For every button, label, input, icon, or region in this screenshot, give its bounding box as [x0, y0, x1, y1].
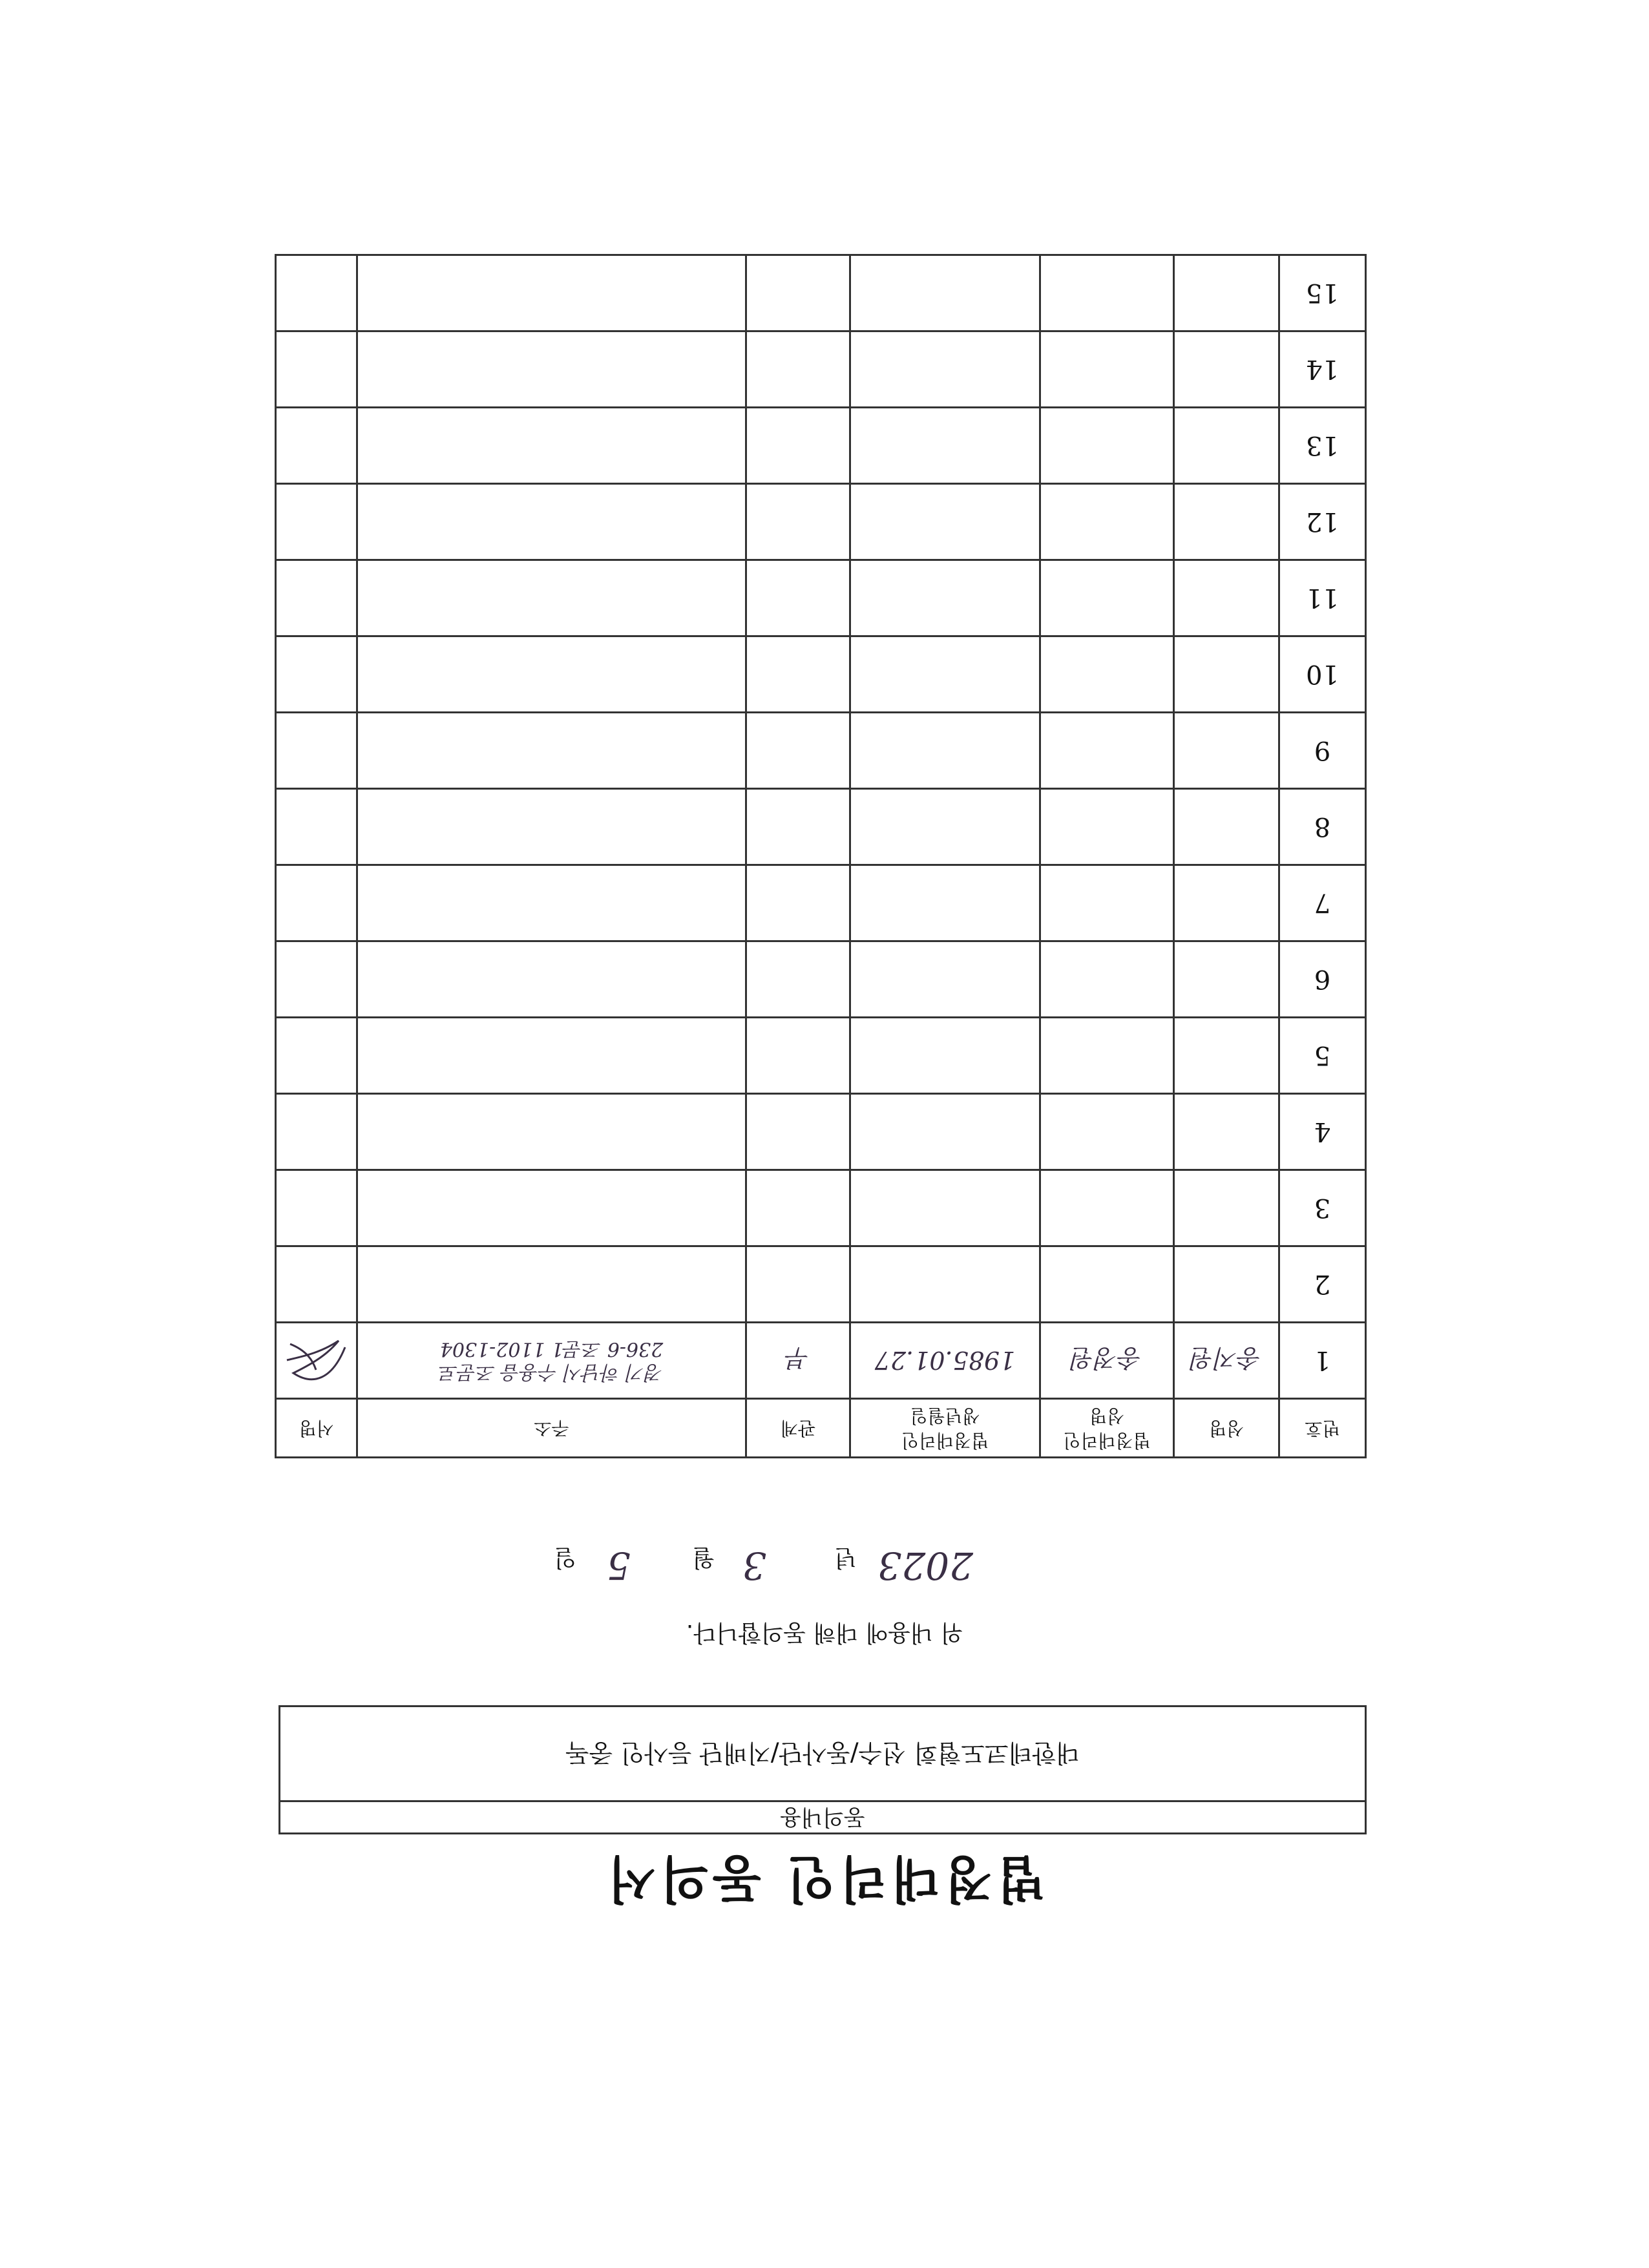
row-address: [357, 560, 746, 636]
row-name: [1174, 408, 1279, 484]
row-signature: [276, 331, 357, 408]
row-number: 8: [1279, 789, 1366, 865]
row-relation: 부: [746, 1323, 850, 1399]
row-signature: [276, 1323, 357, 1399]
row-guardian-birth: 1985.01.27: [850, 1323, 1040, 1399]
row-number: 12: [1279, 484, 1366, 560]
row-number: 4: [1279, 1094, 1366, 1170]
header-address: 주소: [357, 1399, 746, 1458]
row-guardian-birth: [850, 1170, 1040, 1246]
row-relation: [746, 1170, 850, 1246]
row-guardian-birth: [850, 408, 1040, 484]
row-relation: [746, 636, 850, 713]
row-signature: [276, 713, 357, 789]
row-address: [357, 484, 746, 560]
row-guardian-birth: [850, 713, 1040, 789]
table-row: [276, 941, 1366, 1018]
guardian-table: [275, 254, 1367, 1458]
agreement-heading: 동의내용: [280, 1800, 1365, 1832]
row-signature: [276, 865, 357, 941]
row-guardian-birth: [850, 1246, 1040, 1323]
row-guardian-name: [1040, 1170, 1174, 1246]
row-number: 15: [1279, 255, 1366, 331]
row-guardian-name: [1040, 941, 1174, 1018]
row-name: [1174, 560, 1279, 636]
row-signature: [276, 941, 357, 1018]
date-day-label: 일: [554, 1544, 576, 1571]
header-guardian-name-line1: 법정대리인: [1063, 1430, 1151, 1451]
table-row: [276, 560, 1366, 636]
row-guardian-name: [1040, 484, 1174, 560]
row-name: [1174, 1170, 1279, 1246]
row-address-line1: 경기 하남시 수용읍 조문로: [439, 1361, 664, 1384]
row-guardian-birth: [850, 560, 1040, 636]
row-name: [1174, 484, 1279, 560]
row-relation: [746, 941, 850, 1018]
consent-statement: 위 내용에 대해 동의합니다.: [686, 1619, 963, 1646]
row-address: [357, 713, 746, 789]
row-guardian-birth: [850, 789, 1040, 865]
date-year-value: 2023: [877, 1544, 973, 1588]
header-relation: 관계: [746, 1399, 850, 1458]
row-address: [357, 1018, 746, 1094]
row-name: [1174, 865, 1279, 941]
row-guardian-name: [1040, 408, 1174, 484]
table-row: [276, 1094, 1366, 1170]
row-relation: [746, 560, 850, 636]
row-relation: [746, 789, 850, 865]
row-address: [357, 1246, 746, 1323]
row-name: [1174, 255, 1279, 331]
row-guardian-name: [1040, 560, 1174, 636]
row-guardian-birth: [850, 865, 1040, 941]
table-row: [276, 713, 1366, 789]
date-day-value: 5: [607, 1544, 631, 1588]
row-number: 3: [1279, 1170, 1366, 1246]
row-number: 9: [1279, 713, 1366, 789]
row-address: [357, 1323, 746, 1399]
row-name: [1174, 1018, 1279, 1094]
table-row: [276, 331, 1366, 408]
header-guardian-name-line2: 성명: [1089, 1405, 1125, 1427]
header-name: 성명: [1174, 1399, 1279, 1458]
row-number: 5: [1279, 1018, 1366, 1094]
row-guardian-name: [1040, 255, 1174, 331]
date-month-value: 3: [742, 1544, 766, 1588]
row-relation: [746, 713, 850, 789]
row-relation: [746, 484, 850, 560]
agreement-content: 대한테코도협회 선수/동사단/지배단 등사인 중독: [565, 1739, 1080, 1767]
header-guardian-birth: [850, 1399, 1040, 1458]
table-row: [276, 1323, 1366, 1399]
row-number: 14: [1279, 331, 1366, 408]
row-relation: [746, 408, 850, 484]
row-number: 2: [1279, 1246, 1366, 1323]
agreement-box: [278, 1705, 1367, 1834]
row-number: 1: [1279, 1323, 1366, 1399]
row-relation: [746, 1246, 850, 1323]
table-header-row: [276, 1399, 1366, 1458]
table-row: [276, 408, 1366, 484]
row-address: [357, 941, 746, 1018]
row-number: 10: [1279, 636, 1366, 713]
header-number: 번호: [1279, 1399, 1366, 1458]
date-year-label: 년: [834, 1544, 857, 1571]
table-body: [276, 255, 1366, 1399]
row-signature: [276, 255, 357, 331]
header-guardian-birth-line1: 법정대리인: [901, 1430, 989, 1451]
row-name: [1174, 789, 1279, 865]
row-relation: [746, 255, 850, 331]
header-guardian-name: [1040, 1399, 1174, 1458]
row-address: [357, 1170, 746, 1246]
row-guardian-name: [1040, 789, 1174, 865]
row-number: 11: [1279, 560, 1366, 636]
row-address: [357, 408, 746, 484]
row-guardian-name: [1040, 1246, 1174, 1323]
date-line: [521, 1536, 973, 1588]
row-guardian-birth: [850, 636, 1040, 713]
row-name: [1174, 1094, 1279, 1170]
row-signature: [276, 636, 357, 713]
row-guardian-name: [1040, 331, 1174, 408]
row-address: [357, 255, 746, 331]
row-address: [357, 789, 746, 865]
table-row: [276, 789, 1366, 865]
table-row: [276, 1246, 1366, 1323]
row-name: 송지원: [1174, 1323, 1279, 1399]
row-name: [1174, 331, 1279, 408]
row-signature: [276, 1246, 357, 1323]
row-address: [357, 636, 746, 713]
row-guardian-name: [1040, 865, 1174, 941]
row-signature: [276, 484, 357, 560]
row-address: [357, 331, 746, 408]
row-signature: [276, 1018, 357, 1094]
row-relation: [746, 331, 850, 408]
row-signature: [276, 1094, 357, 1170]
header-signature: 서명: [276, 1399, 357, 1458]
row-address: [357, 865, 746, 941]
row-address-line2: 236-6 조문1 1102-1304: [439, 1338, 664, 1361]
row-guardian-name: [1040, 636, 1174, 713]
row-guardian-name: [1040, 1018, 1174, 1094]
row-guardian-birth: [850, 941, 1040, 1018]
row-number: 13: [1279, 408, 1366, 484]
table-row: [276, 1170, 1366, 1246]
row-guardian-name: [1040, 713, 1174, 789]
row-signature: [276, 1170, 357, 1246]
table-row: [276, 255, 1366, 331]
table-row: [276, 1018, 1366, 1094]
header-guardian-birth-line2: 생년월일: [910, 1405, 980, 1427]
row-signature: [276, 789, 357, 865]
table-row: [276, 636, 1366, 713]
signature-mark: [281, 1328, 352, 1392]
table-row: [276, 865, 1366, 941]
row-guardian-name: [1040, 1094, 1174, 1170]
row-signature: [276, 408, 357, 484]
row-guardian-birth: [850, 484, 1040, 560]
document-title: 법정대리인 동의서: [604, 1849, 1045, 1907]
row-name: [1174, 636, 1279, 713]
row-relation: [746, 1018, 850, 1094]
date-month-label: 월: [692, 1544, 715, 1571]
row-guardian-name: 송정원: [1040, 1323, 1174, 1399]
row-signature: [276, 560, 357, 636]
row-relation: [746, 865, 850, 941]
row-name: [1174, 1246, 1279, 1323]
table-row: [276, 484, 1366, 560]
row-number: 7: [1279, 865, 1366, 941]
row-name: [1174, 713, 1279, 789]
row-guardian-birth: [850, 1094, 1040, 1170]
row-guardian-birth: [850, 331, 1040, 408]
row-guardian-birth: [850, 1018, 1040, 1094]
row-guardian-birth: [850, 255, 1040, 331]
row-name: [1174, 941, 1279, 1018]
row-number: 6: [1279, 941, 1366, 1018]
row-relation: [746, 1094, 850, 1170]
row-address: [357, 1094, 746, 1170]
